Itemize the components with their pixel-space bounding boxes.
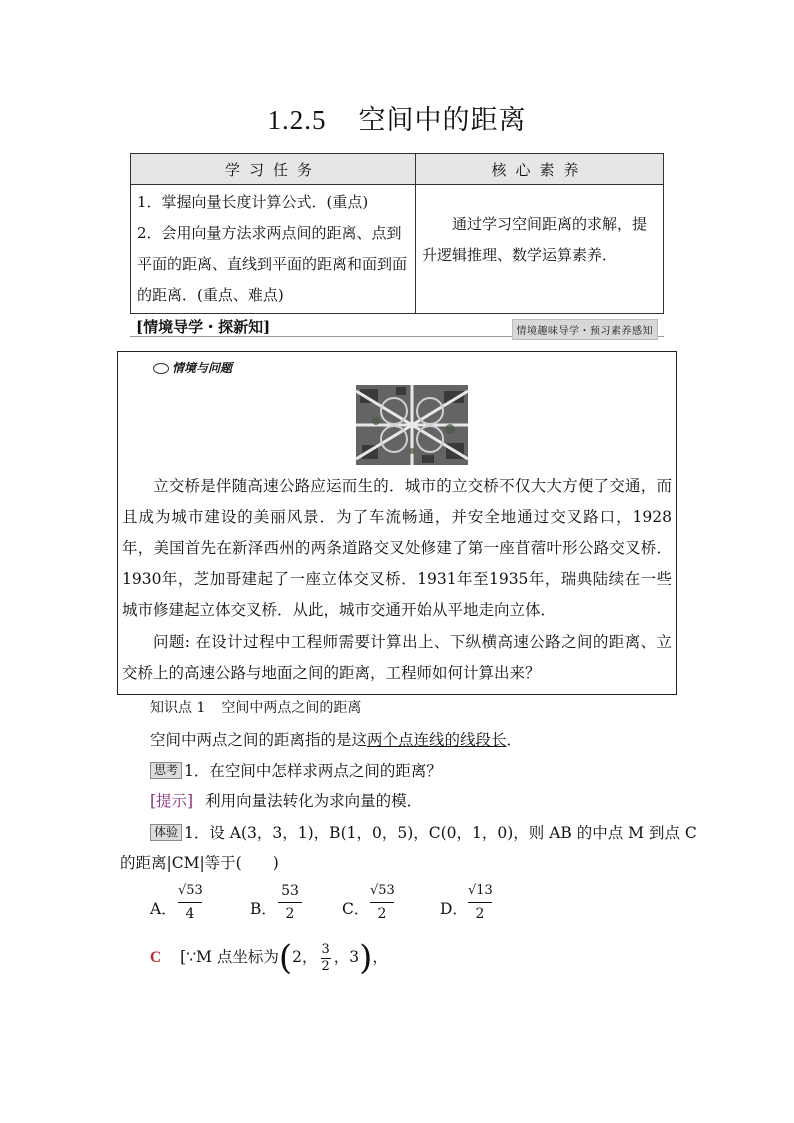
answer-suffix: ， — [372, 948, 388, 966]
definition-prefix: 空间中两点之间的距离指的是这 — [150, 731, 368, 749]
answer-coord-a: 2， — [292, 948, 318, 966]
option-denominator: 2 — [475, 906, 485, 922]
definition-key-phrase: 两个点连线的线段长 — [367, 731, 507, 749]
scenario-heading — [153, 359, 232, 376]
option-numerator: 53 — [278, 880, 302, 903]
answer-coord-b: ，3 — [333, 948, 360, 966]
section-banner — [130, 316, 664, 337]
knowledge-point-label: 知识点 1 — [150, 700, 206, 716]
task-item: 2．会用向量方法求两点间的距离、点到平面的距离、直线到平面的距离和面到面的距离．(重点、难点) — [137, 224, 408, 304]
think-tag: 思考 — [150, 762, 182, 779]
answer-fraction-num: 3 — [321, 941, 330, 957]
goals-header-tasks: 学习任务 — [131, 154, 416, 185]
think-question — [150, 756, 442, 786]
option-label: B． — [250, 900, 277, 918]
option-label: A． — [150, 900, 177, 918]
option-denominator: 4 — [185, 906, 195, 922]
exercise-text-1: 1．设 A(3，3，1)，B(1，0，5)，C(0，1，0)，则 AB 的中点 M 到点 C — [184, 824, 697, 842]
option-numerator: √13 — [468, 880, 492, 903]
answer-line — [150, 938, 388, 978]
knowledge-point-heading — [150, 693, 361, 723]
goals-literacy-cell: 通过学习空间距离的求解，提升逻辑推理、数学运算素养． — [416, 185, 664, 314]
exercise-line-2: 的距离|CM|等于( ) — [120, 854, 279, 872]
goals-header-literacy: 核心素养 — [416, 154, 664, 185]
scenario-question: 问题: 在设计过程中工程师需要计算出上、下纵横高速公路之间的距离、立交桥上的高速公路与地面之间的距离，工程师如何计算出来？ — [122, 633, 672, 682]
option-label: D． — [440, 900, 468, 918]
hint-text: 利用向量法转化为求向量的模． — [205, 792, 423, 810]
banner-subtitle: 情境趣味导学・预习素养感知 — [512, 319, 659, 340]
scenario-paragraph-1: 立交桥是伴随高速公路应运而生的．城市的立交桥不仅大大方便了交通，而且成为城市建设的美丽风景．为了车流畅通，并安全地通过交叉路口，1928年，美国首先在新泽西州的两条道路交叉处修建了第一座苜蓿叶形公路交叉桥．1930年，芝加哥建起了一座立体交叉桥．1931年至1935年，瑞典陆续在一些城市修建起立体交叉桥．从此，城市交通开始从平地走向立体． — [122, 477, 672, 619]
think-text: 1．在空间中怎样求两点之间的距离？ — [184, 762, 442, 780]
answer-choice: C — [150, 949, 162, 966]
answer-prefix: [∵M 点坐标为 — [180, 948, 279, 966]
banner-title: [情境导学・探新知] — [136, 318, 271, 336]
option-numerator: √53 — [178, 880, 202, 903]
definition-suffix: ． — [506, 731, 523, 749]
scenario-heading-text: 情境与问题 — [172, 361, 233, 375]
option-denominator: 2 — [377, 906, 387, 922]
exercise-tag: 体验 — [150, 824, 182, 841]
option-numerator: √53 — [370, 880, 394, 903]
option-label: C． — [342, 900, 370, 918]
section-number: 1.2.5 — [267, 105, 327, 135]
answer-fraction-den: 2 — [321, 958, 330, 974]
task-item: 1．掌握向量长度计算公式．(重点) — [137, 193, 369, 211]
answer-fraction — [321, 942, 331, 975]
goals-tasks-cell — [131, 185, 416, 314]
hint-tag: [提示] — [150, 792, 194, 810]
page-title — [0, 98, 794, 137]
answer-open-paren: ( — [278, 938, 293, 978]
eye-icon — [153, 363, 169, 374]
option-denominator: 2 — [285, 906, 295, 922]
exercise-line-1 — [150, 818, 697, 848]
hint-line — [150, 786, 422, 816]
learning-goals-table — [130, 153, 664, 314]
section-title: 空间中的距离 — [358, 105, 527, 136]
definition-line — [150, 725, 522, 755]
interchange-photo-icon — [356, 385, 468, 465]
scenario-box — [117, 351, 677, 695]
answer-close-paren: ) — [359, 938, 373, 978]
knowledge-point-title: 空间中两点之间的距离 — [221, 700, 362, 716]
